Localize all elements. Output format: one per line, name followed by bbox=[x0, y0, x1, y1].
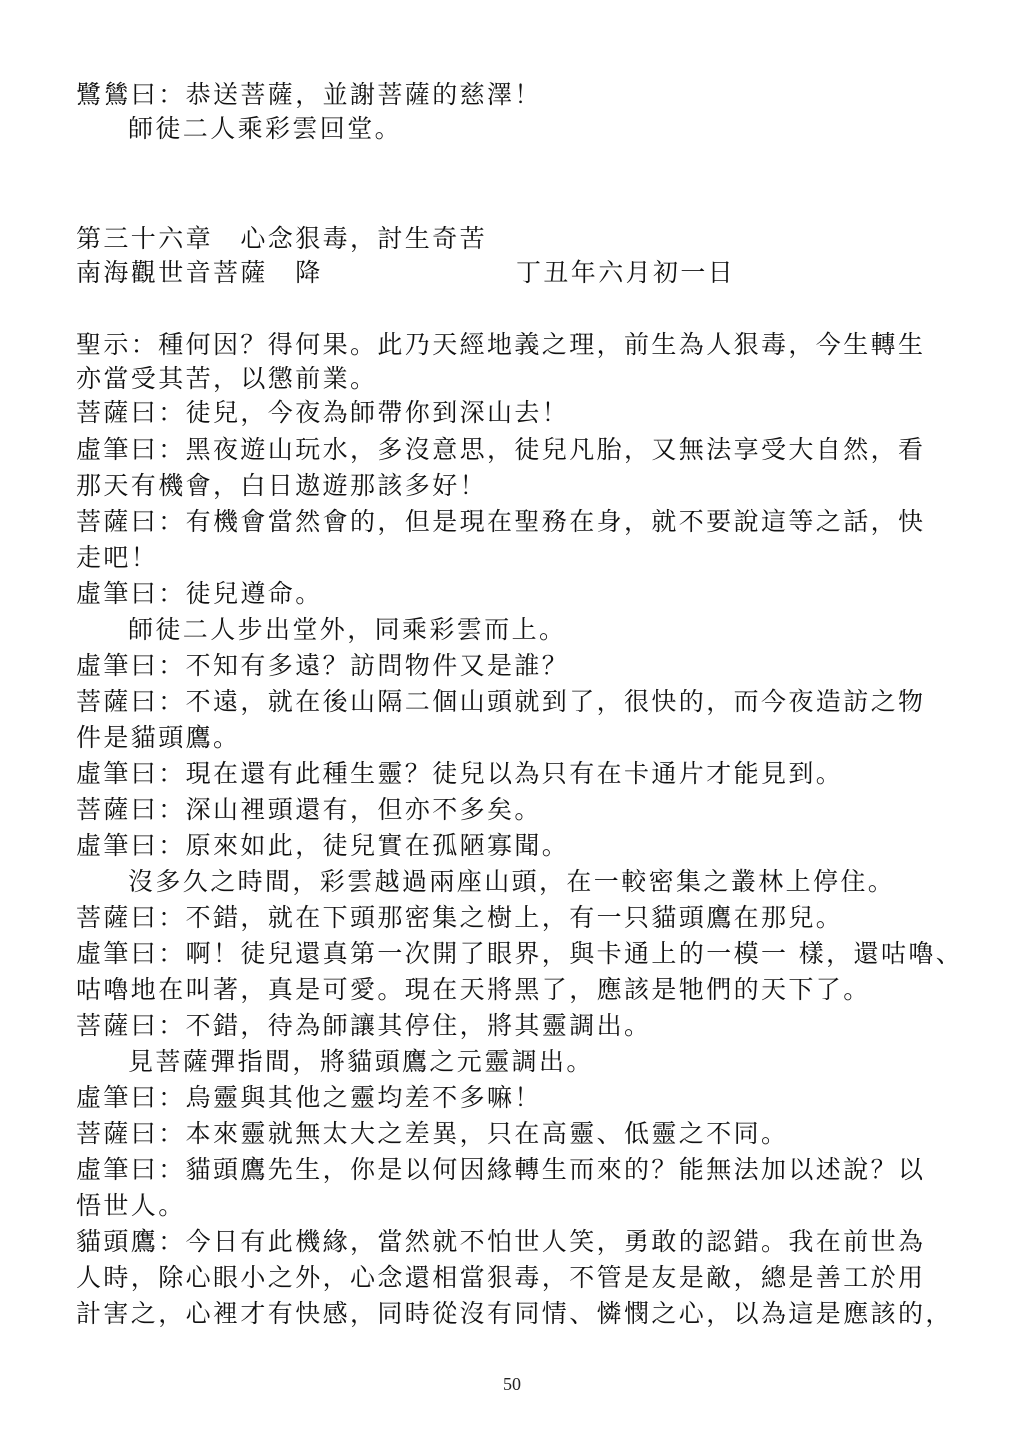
text-line: 那天有機會，白日遨遊那該多好！ bbox=[76, 471, 488, 500]
text-line: 虛筆曰：黑夜遊山玩水，多沒意思，徒兒凡胎，又無法享受大自然，看 bbox=[76, 435, 926, 464]
text-line: 鷺鷥曰：恭送菩薩，並謝菩薩的慈澤！ bbox=[76, 80, 542, 109]
text-line: 咕嚕地在叫著，真是可愛。現在天將黑了，應該是牠們的天下了。 bbox=[76, 975, 871, 1004]
text-line: 虛筆曰：現在還有此種生靈？徒兒以為只有在卡通片才能見到。 bbox=[76, 759, 844, 788]
text-line: 菩薩曰：不遠，就在後山隔二個山頭就到了，很快的，而今夜造訪之物 bbox=[76, 687, 926, 716]
text-line: 貓頭鷹：今日有此機緣，當然就不怕世人笑，勇敢的認錯。我在前世為 bbox=[76, 1227, 926, 1256]
text-line: 師徒二人步出堂外，同乘彩雲而上。 bbox=[128, 615, 567, 644]
date-line: 丁丑年六月初一日 bbox=[516, 258, 736, 287]
page-number: 50 bbox=[503, 1374, 521, 1394]
text-line: 沒多久之時間，彩雲越過兩座山頭，在一較密集之叢林上停住。 bbox=[128, 867, 896, 896]
text-line: 見菩薩彈指間，將貓頭鷹之元靈調出。 bbox=[128, 1047, 594, 1076]
text-line: 人時，除心眼小之外，心念還相當狠毒，不管是友是敵，總是善工於用 bbox=[76, 1263, 926, 1292]
text-line: 虛筆曰：啊！徒兒還真第一次開了眼界，與卡通上的一模一 樣，還咕嚕、 bbox=[76, 939, 964, 968]
chapter-title: 第三十六章 心念狠毒，討生奇苦 bbox=[76, 224, 488, 253]
text-line: 菩薩曰：不錯，待為師讓其停住，將其靈調出。 bbox=[76, 1011, 652, 1040]
text-line: 虛筆曰：貓頭鷹先生，你是以何因緣轉生而來的？能無法加以述說？以 bbox=[76, 1155, 926, 1184]
text-line: 菩薩曰：深山裡頭還有，但亦不多矣。 bbox=[76, 795, 542, 824]
text-line: 菩薩曰：有機會當然會的，但是現在聖務在身，就不要說這等之話，快 bbox=[76, 507, 926, 536]
text-line: 菩薩曰：本來靈就無太大之差異，只在高靈、低靈之不同。 bbox=[76, 1119, 789, 1148]
text-line: 件是貓頭鷹。 bbox=[76, 723, 241, 752]
deity-descent: 南海觀世音菩薩 降 bbox=[76, 258, 323, 287]
text-line: 虛筆曰：烏靈與其他之靈均差不多嘛！ bbox=[76, 1083, 542, 1112]
text-line: 計害之，心裡才有快感，同時從沒有同情、憐憫之心，以為這是應該的， bbox=[76, 1299, 953, 1328]
text-line: 師徒二人乘彩雲回堂。 bbox=[128, 114, 403, 143]
text-line: 悟世人。 bbox=[76, 1191, 186, 1220]
text-line: 虛筆曰：不知有多遠？訪問物件又是誰？ bbox=[76, 651, 570, 680]
text-line: 菩薩曰：徒兒，今夜為師帶你到深山去！ bbox=[76, 398, 570, 427]
text-line: 虛筆曰：徒兒遵命。 bbox=[76, 579, 323, 608]
text-line: 菩薩曰：不錯，就在下頭那密集之樹上，有一只貓頭鷹在那兒。 bbox=[76, 903, 844, 932]
text-line: 虛筆曰：原來如此，徒兒實在孤陋寡聞。 bbox=[76, 831, 570, 860]
text-line: 聖示：種何因？得何果。此乃天經地義之理，前生為人狠毒，今生轉生 bbox=[76, 330, 926, 359]
text-line: 亦當受其苦，以懲前業。 bbox=[76, 364, 378, 393]
text-line: 走吧！ bbox=[76, 543, 159, 572]
